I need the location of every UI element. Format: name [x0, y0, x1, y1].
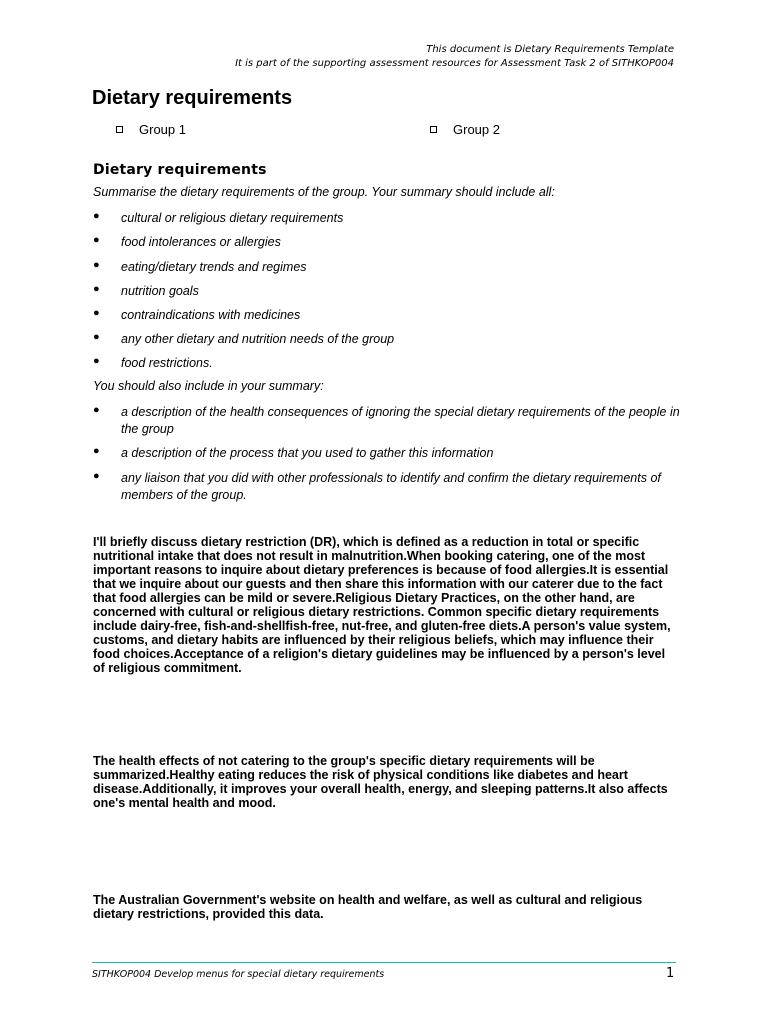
- bullet-icon: ●: [93, 470, 100, 482]
- list-item-text: a description of the process that you used to gather this information: [121, 446, 494, 460]
- list-item: [93, 259, 683, 276]
- list-item-text: food intolerances or allergies: [121, 235, 281, 249]
- page-number: 1: [666, 966, 675, 981]
- bullet-icon: ●: [93, 445, 100, 457]
- list-item-text: food restrictions.: [121, 356, 213, 370]
- list-item: [93, 445, 683, 462]
- list-item: [93, 283, 683, 300]
- also-include-text: You should also include in your summary:: [93, 379, 324, 393]
- list-item-text: eating/dietary trends and regimes: [121, 260, 307, 274]
- list-item-text: any liaison that you did with other professionals to identify and confirm the dietary requirements of members of the group.: [121, 471, 661, 502]
- group-1-checkbox[interactable]: [116, 122, 186, 137]
- bullet-icon: ●: [93, 404, 100, 416]
- list-item: [93, 404, 683, 438]
- list-item-text: contraindications with medicines: [121, 308, 301, 322]
- bullet-icon: ●: [93, 234, 100, 246]
- answer-paragraph-1: I'll briefly discuss dietary restriction (DR), which is defined as a reduction in total or specific nutritional intake that does not result in malnutrition.When booking catering, one of the most important reasons to inquire about dietary preferences is because of food allergies.It is essential that we inquire about our guests and then share this information with our caterer due to the fact that food allergies can be mild or severe.Religious Dietary Practices, on the other hand, are concerned with cultural or religious dietary restrictions. Common specific dietary requirements include dairy-free, fish-and-shellfish-free, nut-free, and gluten-free diets.A person's value system, customs, and dietary habits are influenced by their religious beliefs, which may influence their food choices.Acceptance of a religion's dietary guidelines may be influenced by a person's level of religious commitment.: [93, 535, 671, 675]
- list-item: [93, 355, 683, 372]
- bullet-icon: ●: [93, 283, 100, 295]
- group-2-label: Group 2: [453, 122, 500, 137]
- answer-paragraph-3: The Australian Government's website on health and welfare, as well as cultural and religious dietary restrictions, provided this data.: [93, 893, 643, 921]
- footer-text: SITHKOP004 Develop menus for special dietary requirements: [92, 969, 385, 980]
- list-item-text: cultural or religious dietary requirements: [121, 211, 344, 225]
- list-item-text: a description of the health consequences of ignoring the special dietary requirements of the people in the group: [121, 405, 680, 436]
- bullet-icon: ●: [93, 331, 100, 343]
- answer-paragraph-2: The health effects of not catering to the group's specific dietary requirements will be summarized.Healthy eating reduces the risk of physical conditions like diabetes and heart disease.Additionally, it improves your overall health, energy, and sleeping patterns.It also affects one's mental health and mood.: [93, 754, 668, 810]
- bullet-icon: ●: [93, 259, 100, 271]
- list-item: [93, 210, 683, 227]
- list-item: [93, 234, 683, 251]
- intro-text: Summarise the dietary requirements of the group. Your summary should include all:: [93, 185, 555, 199]
- list-item: [93, 307, 683, 324]
- list-item-text: nutrition goals: [121, 284, 199, 298]
- list-item: [93, 331, 683, 348]
- section-heading: Dietary requirements: [93, 162, 267, 178]
- header-line-2: It is part of the supporting assessment resources for Assessment Task 2 of SITHKOP004: [235, 58, 674, 69]
- group-1-label: Group 1: [139, 122, 186, 137]
- list-item-text: any other dietary and nutrition needs of the group: [121, 332, 395, 346]
- bullet-icon: ●: [93, 307, 100, 319]
- bullet-icon: ●: [93, 210, 100, 222]
- group-2-checkbox[interactable]: [430, 122, 500, 137]
- checkbox-icon[interactable]: [116, 126, 123, 133]
- page-title: Dietary requirements: [92, 87, 293, 109]
- footer-divider: [92, 962, 676, 963]
- checkbox-icon[interactable]: [430, 126, 437, 133]
- bullet-icon: ●: [93, 355, 100, 367]
- list-item: [93, 470, 683, 504]
- header-line-1: This document is Dietary Requirements Template: [426, 44, 674, 55]
